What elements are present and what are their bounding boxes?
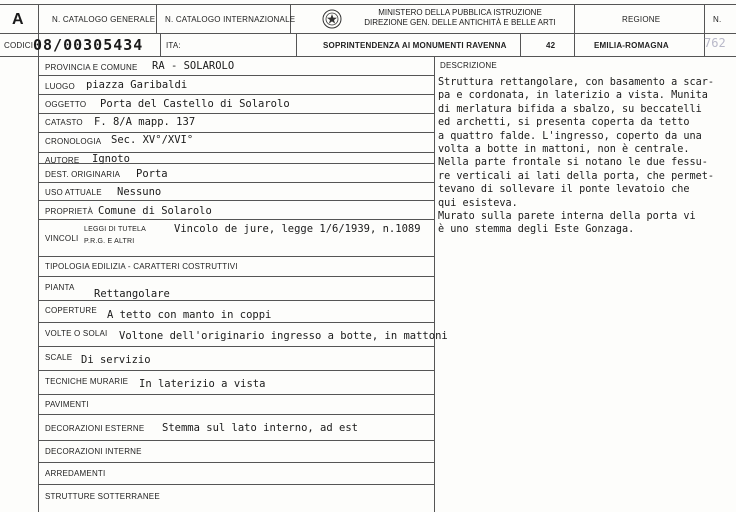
descrizione-line: a quattro falde. L'ingresso, coperto da una — [438, 130, 702, 142]
volte-value: Voltone dell'originario ingresso a botte, in mattoni — [119, 330, 448, 342]
row-rule — [38, 94, 434, 95]
codice-value: 08/00305434 — [33, 36, 144, 54]
catalogo-internazionale-label: N. CATALOGO INTERNAZIONALE — [165, 15, 296, 24]
regione-value: EMILIA-ROMAGNA — [594, 41, 669, 50]
descrizione-line: Struttura rettangolare, con basamento a scar- — [438, 77, 715, 88]
descrizione-text — [438, 76, 734, 237]
row-rule — [38, 219, 434, 220]
descrizione-line: di merlatura bifida a sbalzo, su beccatelli — [438, 103, 702, 115]
vincoli-label: VINCOLI — [45, 234, 79, 243]
row-rule — [38, 346, 434, 347]
autore-value: Ignoto — [92, 153, 130, 165]
arredamenti-label: ARREDAMENTI — [45, 469, 106, 478]
codici-divider-3 — [520, 33, 521, 56]
codici-label: CODICI — [4, 41, 34, 50]
row-rule — [38, 200, 434, 201]
top-rule — [0, 4, 736, 5]
decorazioni-interne-label: DECORAZIONI INTERNE — [45, 447, 142, 456]
header-divider-1 — [156, 4, 157, 33]
column-divider — [434, 56, 435, 512]
autore-label: AUTORE — [45, 156, 80, 165]
scale-value: Di servizio — [81, 354, 151, 366]
cronologia-label: CRONOLOGIA — [45, 137, 102, 146]
descrizione-line: pa e cordonata, in laterizio a vista. Munita — [438, 90, 708, 102]
descrizione-line: qui esisteva. — [438, 197, 518, 209]
cronologia-value: Sec. XV°/XVI° — [111, 134, 194, 146]
descrizione-line: ed archetti, si presenta coperta da tetto — [438, 117, 690, 129]
vincoli-prg-label: P.R.G. E ALTRI — [84, 238, 135, 245]
ministry-line-2: DIREZIONE GEN. DELLE ANTICHITÀ E BELLE ARTI — [364, 18, 556, 27]
strutture-label: STRUTTURE SOTTERRANEE — [45, 492, 160, 501]
soprintendenza-code: 42 — [546, 41, 556, 50]
catasto-label: CATASTO — [45, 118, 83, 127]
coperture-value: A tetto con manto in coppi — [107, 309, 272, 321]
tecniche-label: TECNICHE MURARIE — [45, 377, 129, 386]
luogo-label: LUOGO — [45, 82, 75, 91]
row-rule — [38, 462, 434, 463]
row-rule — [38, 484, 434, 485]
pavimenti-label: PAVIMENTI — [45, 400, 89, 409]
descrizione-label: DESCRIZIONE — [440, 61, 497, 70]
soprintendenza: SOPRINTENDENZA AI MONUMENTI RAVENNA — [323, 41, 507, 50]
descrizione-line: Murato sulla parete interna della porta vi — [438, 211, 696, 223]
row-rule — [38, 182, 434, 183]
row-rule — [38, 370, 434, 371]
tipologia-label: TIPOLOGIA EDILIZIA - CARATTERI COSTRUTTIVI — [45, 262, 238, 271]
faint-number: 762 — [704, 36, 726, 50]
row-rule — [38, 256, 434, 257]
provincia-label: PROVINCIA E COMUNE — [45, 63, 138, 72]
catasto-value: F. 8/A mapp. 137 — [94, 116, 196, 128]
codici-divider-1 — [160, 33, 161, 56]
row-rule — [38, 300, 434, 301]
corner-letter: A — [12, 11, 24, 28]
descrizione-line: volta a botte in mattoni, non è centrale. — [438, 144, 690, 156]
row-rule — [38, 75, 434, 76]
dest-originaria-label: DEST. ORIGINARIA — [45, 170, 121, 179]
state-emblem-icon — [322, 9, 342, 29]
descrizione-line: è uno stemma degli Este Gonzaga. — [438, 224, 635, 236]
row-rule — [38, 276, 434, 277]
row-rule — [38, 322, 434, 323]
pianta-label: PIANTA — [45, 283, 75, 292]
descrizione-line: re verticali ai lati della porta, che permet- — [438, 170, 715, 182]
dest-originaria-value: Porta — [136, 168, 168, 180]
left-margin-rule — [38, 4, 39, 512]
codici-rule — [0, 56, 736, 57]
proprieta-label: PROPRIETÀ — [45, 207, 94, 216]
ministry-line-1: MINISTERO DELLA PUBBLICA ISTRUZIONE — [378, 8, 542, 17]
codici-divider-2 — [296, 33, 297, 56]
tecniche-value: In laterizio a vista — [139, 378, 266, 390]
row-rule — [38, 414, 434, 415]
descrizione-line: tevano di sollevare il ponte levatoio che — [438, 184, 690, 196]
coperture-label: COPERTURE — [45, 306, 97, 315]
ministry-heading — [350, 8, 570, 28]
pianta-value: Rettangolare — [94, 288, 170, 300]
volte-label: VOLTE O SOLAI — [45, 329, 108, 338]
ita-label: ITA: — [166, 41, 181, 50]
n-label: N. — [713, 15, 722, 24]
provincia-value: RA - SOLAROLO — [152, 60, 235, 72]
row-rule — [38, 132, 434, 133]
row-rule — [38, 113, 434, 114]
oggetto-label: OGGETTO — [45, 100, 87, 109]
oggetto-value: Porta del Castello di Solarolo — [100, 98, 290, 110]
descrizione-line: Nella parte frontale si notano le due fessu- — [438, 157, 708, 169]
uso-attuale-label: USO ATTUALE — [45, 188, 102, 197]
scale-label: SCALE — [45, 353, 73, 362]
regione-label: REGIONE — [622, 15, 661, 24]
row-rule — [38, 394, 434, 395]
header-divider-3 — [574, 4, 575, 56]
catalogo-generale-label: N. CATALOGO GENERALE — [52, 15, 156, 24]
luogo-value: piazza Garibaldi — [86, 79, 188, 91]
vincoli-leggi-label: LEGGI DI TUTELA — [84, 226, 146, 233]
decorazioni-esterne-value: Stemma sul lato interno, ad est — [162, 422, 358, 434]
uso-attuale-value: Nessuno — [117, 186, 162, 198]
decorazioni-esterne-label: DECORAZIONI ESTERNE — [45, 424, 145, 433]
header-rule — [0, 33, 736, 34]
vincoli-value: Vincolo de jure, legge 1/6/1939, n.1089 — [174, 223, 421, 235]
row-rule — [38, 440, 434, 441]
proprieta-value: Comune di Solarolo — [98, 205, 212, 217]
